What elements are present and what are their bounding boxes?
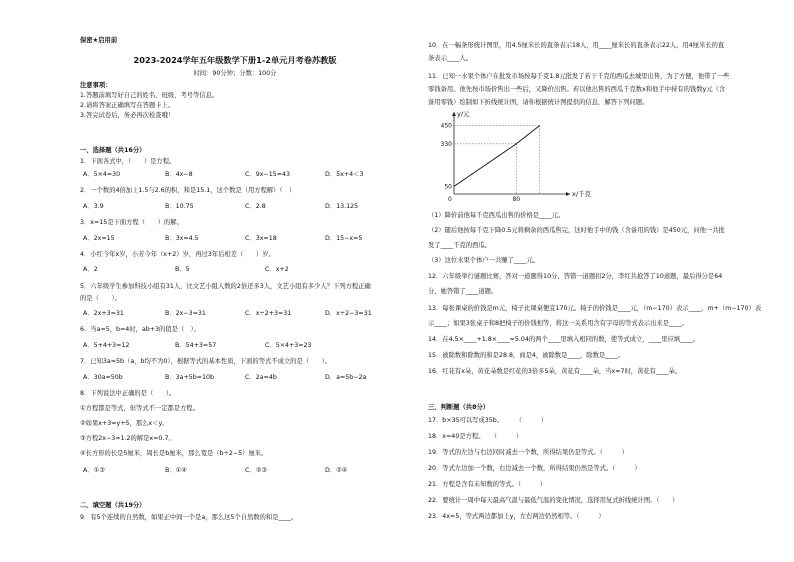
question-11: 11．已知一水果个体户在批发市场按每千克1.8元批发了若干千克的西瓜去城里出售，为了方便，他带了一些 xyxy=(428,73,730,80)
question-11-part2: （2）随后他按每千克下降0.5元将剩余的西瓜售完，这时他手中的钱（含备用的钱）是450元，问他一共批 xyxy=(428,227,725,234)
option: A．2x=15 xyxy=(83,235,115,242)
notice-heading: 注意事项： xyxy=(80,82,112,89)
x-axis-arrow xyxy=(566,192,570,196)
option: C．2.8 xyxy=(245,203,266,210)
option: C．x+2 xyxy=(265,266,289,273)
question-4: 4．小红今年x岁，小芳今年（x+2）岁，再过3年后相差（ ）岁。 xyxy=(80,251,275,258)
notice-item: 2.请将答案正确填写在答题卡上。 xyxy=(80,102,175,109)
question-1: 1．下面各式中，（ ）是方程。 xyxy=(80,158,176,165)
x-tick-label: 80 xyxy=(512,196,521,203)
judgement-item: 22．要统计一周中每天最高气温与最低气温的变化情况，选择用复式折线统计图。（ ） xyxy=(428,497,679,504)
question-12: 12．六年级举行谜题比赛，答对一道题得10分，答错一道题扣2分，李红共抢答了10道题，最后得分是64 xyxy=(428,273,723,280)
option: C．x÷2+3=31 xyxy=(245,310,292,317)
option: B．2x−3=31 xyxy=(165,310,206,317)
option: B．3x=4.5 xyxy=(165,235,199,242)
option: C．5×4+3=23 xyxy=(265,342,312,349)
y-tick-label: 450 xyxy=(440,122,452,130)
option: B．3a+5b=10b xyxy=(165,374,215,381)
notice-item: 1.答题前填写好自己的姓名、班级、考号等信息。 xyxy=(80,92,219,99)
option: D．13.125 xyxy=(325,203,359,210)
option: A．30a=50b xyxy=(83,374,123,381)
option: A．2x+3=31 xyxy=(83,310,124,317)
exam-title: 2023-2024学年五年级数学下册1-2单元月考卷苏教版 xyxy=(133,55,337,65)
option: D．x÷2−3=31 xyxy=(325,310,372,317)
option: B．①④ xyxy=(165,467,187,474)
x-axis-label: x/千克 xyxy=(572,190,592,198)
y-tick-label: 330 xyxy=(440,140,452,148)
question-6: 6．当a=5，b=4时，ab+3的值是（ ）。 xyxy=(80,326,200,333)
section2-heading: 二、填空题（共19分） xyxy=(80,502,146,509)
option: A．2 xyxy=(83,266,98,273)
question-11-part2-cont: 发了____千克的西瓜。 xyxy=(428,242,491,249)
question-14: 14．在4.5×____+1.8×____=5.04的两个____里填入相同的数，使等式成立，____里应填____。 xyxy=(428,336,699,343)
question-13-cont: 示____；如果3张桌子和8把椅子的价钱相等，将这一关系用含有字母的等式表示出来是____。 xyxy=(428,320,688,327)
question-15: 15．被除数和除数的和是28.8，商是4，被除数是____，除数是____。 xyxy=(428,352,625,359)
judgement-item: 18．x=40是方程。 （ ） xyxy=(428,433,523,440)
secret-label: 保密★启用前 xyxy=(80,37,118,44)
judgement-item: 20．等式左边加一个数，右边减去一个数，所得结果仍然是等式。（ ） xyxy=(428,465,641,472)
y-tick-label: 50 xyxy=(444,183,452,191)
judgement-item: 19．等式的左边与右边同时减去一个数，所得结果仍是等式。（ ） xyxy=(428,449,629,456)
option: B．5 xyxy=(175,266,190,273)
question-2: 2．一个数的4倍加上1.5与2.6的积，和是15.1，这个数是（用方程解）（ ） xyxy=(80,187,296,194)
option: D．a=5b−2a xyxy=(325,374,367,381)
question-16: 16．红花有x朵，黄花朵数是红花的3倍多5朵，黄花有____朵，当x=7时，黄花有____朵。 xyxy=(428,368,682,375)
exam-meta: 时间：90分钟；分数：100分 xyxy=(193,70,277,77)
section1-heading: 一、选择题（共16分） xyxy=(80,147,146,154)
statement: ②如果x+3=y+5，那么x＜y。 xyxy=(80,420,169,427)
y-axis-label: y/元 xyxy=(457,110,470,118)
question-12-cont: 分，她答错了____道题。 xyxy=(428,288,498,295)
question-10-cont: 条表示____人。 xyxy=(428,55,473,62)
option: C．3x=18 xyxy=(245,235,277,242)
judgement-item: 17．b×35可以写成35b。 （ ） xyxy=(428,417,548,424)
question-11-part3: （3）这位水果个体户一共赚了____元。 xyxy=(428,257,540,264)
y-axis-arrow xyxy=(452,112,456,116)
statement: ④长方形的长是5厘米，周长是b厘米，那么宽是（b÷2−5）厘米。 xyxy=(80,450,268,457)
question-9: 9．有5个连续的自然数，如果正中间一个是a，那么这5个自然数的和是____。 xyxy=(80,514,298,521)
origin-label: 0 xyxy=(448,196,452,203)
question-11-part1: （1）降价前他每千克西瓜出售的价格是____元。 xyxy=(428,212,565,219)
judgement-item: 23．4x=5，等式两边都加上y，左右两边仍然相等。（ ） xyxy=(428,513,605,520)
statement: ①方程都是等式，但等式不一定都是方程。 xyxy=(80,405,199,412)
option: B．10.75 xyxy=(165,203,194,210)
option: A．5×4=30 xyxy=(83,171,121,178)
question-5-cont: 的是（ ）。 xyxy=(80,295,121,302)
section3-heading: 三、判断题（共8分） xyxy=(428,404,490,411)
question-11-cont: 零钱备用。他先按市场价售出一些后，又降价出售。若以他出售的西瓜千克数x和他手中持有的钱数y元（含 xyxy=(428,86,726,93)
question-13: 13．每张课桌的价钱是m元，椅子比课桌便宜170元。椅子的价钱是____元，（m−170）表示____，m+（m−170）表 xyxy=(428,305,762,312)
option: A．5+4+3=12 xyxy=(83,342,130,349)
notice-item: 3.答完试卷后，务必再次检查哦！ xyxy=(80,112,175,119)
question-7: 7．已知3a=5b（a，b均不为0），根据等式的基本性质，下面的等式不成立的是（ ）。 xyxy=(80,358,332,365)
option: B．4x−8 xyxy=(165,171,193,178)
option: C．9x−15=43 xyxy=(245,171,291,178)
statement: ③方程2x−3=1.2的解是x=0.7。 xyxy=(80,435,175,442)
question-5: 5．六年级学生参加科技小组有31人，比文艺小组人数的2倍还多3人，文艺小组有多少人？下列方程正确 xyxy=(80,283,371,290)
option: D．5x+4＜3 xyxy=(325,171,364,178)
data-line xyxy=(454,126,540,187)
option: D．15−x=5 xyxy=(325,235,363,242)
question-10: 10．在一幅条形统计图里，用4.5厘米长的直条表示18人，用____厘米长的直条表示22人，用4厘米长的直 xyxy=(428,42,725,49)
sales-line-chart xyxy=(428,110,592,208)
option: A．3.9 xyxy=(83,203,104,210)
question-3: 3．x=15是下面方程（ ）的解。 xyxy=(80,219,183,226)
judgement-item: 21．方程是含有未知数的等式。（ ） xyxy=(428,481,547,488)
option: A．①③ xyxy=(83,467,105,474)
option: B．54+3=57 xyxy=(175,342,217,349)
question-8: 8．下列说法中正确的是（ ）。 xyxy=(80,390,176,397)
option: C．②③ xyxy=(245,467,267,474)
question-11-cont: 备用零钱）绘制如下折线统计图，请你根据统计图提供的信息，解答下列问题。 xyxy=(428,99,649,106)
option: D．②④ xyxy=(325,467,348,474)
option: C．2a=4b xyxy=(245,374,277,381)
